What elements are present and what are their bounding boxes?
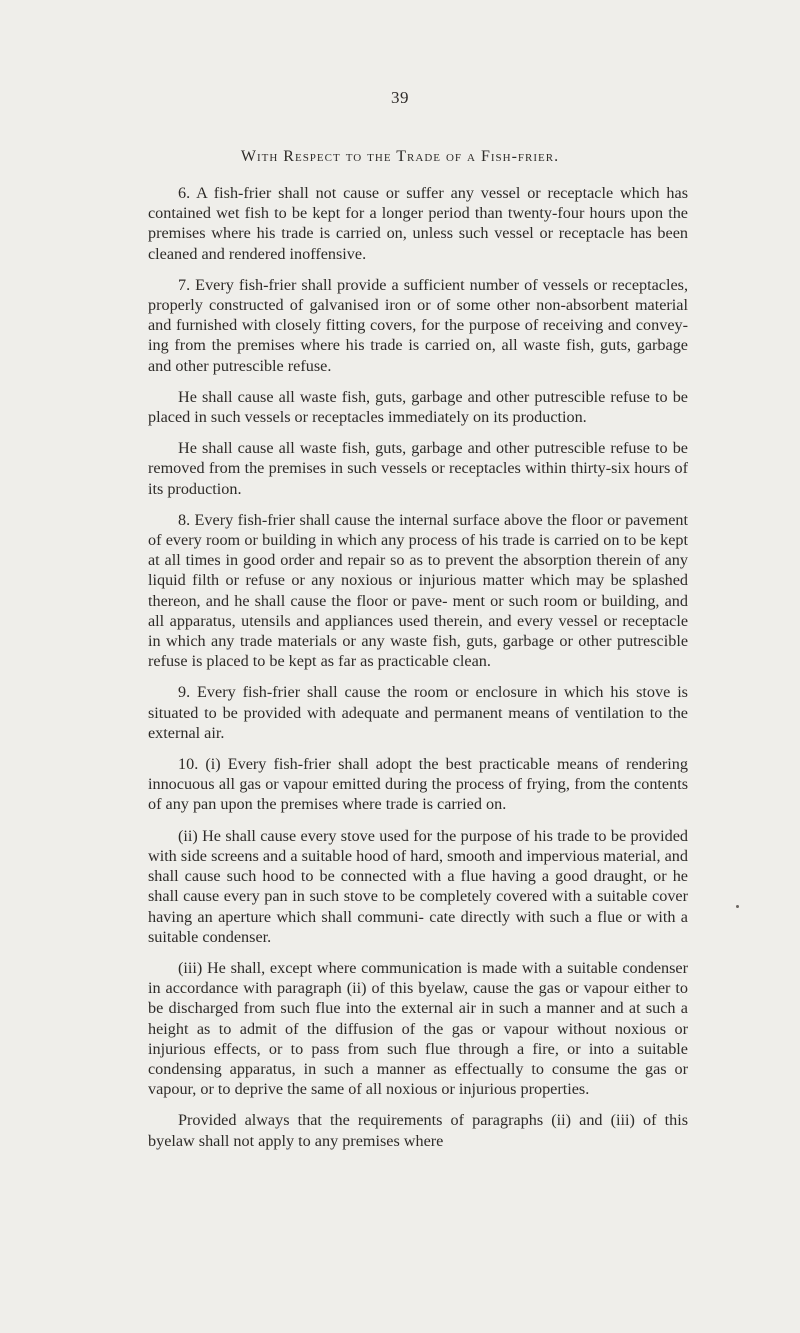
paragraph-7-placement: He shall cause all waste fish, guts, garbage and other putrescible refuse to be placed in such vessels or receptacles immediately on its production. bbox=[148, 387, 688, 427]
paragraph-7: 7. Every fish-frier shall provide a sufficient number of vessels or receptacles, properly constructed of galvanised iron or of some other non-absorbent material and furnished with closely fitting covers, for the purpose of receiving and convey- ing from the premises where his trade is carried on, all waste fish, guts, garbage and other putrescible refuse. bbox=[148, 275, 688, 375]
paragraph-10-i: 10. (i) Every fish-frier shall adopt the best practicable means of rendering innocuous all gas or vapour emitted during the process of frying, from the contents of any pan upon the premises where trade is carried on. bbox=[148, 755, 688, 814]
paragraph-7-removal: He shall cause all waste fish, guts, garbage and other putrescible refuse to be removed from the premises in such vessels or receptacles within thirty-six hours of its production. bbox=[148, 439, 688, 498]
paper-speck bbox=[736, 905, 739, 908]
paragraph-9: 9. Every fish-frier shall cause the room or enclosure in which his stove is situated to be provided with adequate and permanent means of ventilation to the external air. bbox=[148, 683, 688, 742]
paragraph-10-ii: (ii) He shall cause every stove used for the purpose of his trade to be provided with side screens and a suitable hood of hard, smooth and impervious material, and shall cause such hood to be connected with a flue having a good draught, or he shall cause every pan in such stove to be completely covered with a suitable cover having an aperture which shall communi- cate directly with such a flue or with a suitable condenser. bbox=[148, 826, 688, 946]
paragraph-proviso: Provided always that the requirements of paragraphs (ii) and (iii) of this byelaw shall not apply to any premises where bbox=[148, 1111, 688, 1150]
paragraph-10-iii: (iii) He shall, except where communication is made with a suitable condenser in accordance with paragraph (ii) of this byelaw, cause the gas or vapour either to be discharged from such flue into the external air in such a manner and at such a height as to admit of the diffusion of the gas or vapour without noxious or injurious effects, or to pass from such flue through a fire, or into a suitable condensing apparatus, in such a manner as effectually to consume the gas or vapour, or to deprive the same of all noxious or injurious properties. bbox=[148, 958, 688, 1099]
body-text bbox=[148, 183, 688, 1151]
paragraph-6: 6. A fish-frier shall not cause or suffer any vessel or receptacle which has contained wet fish to be kept for a longer period than twenty-four hours upon the premises where his trade is carried on, unless such vessel or receptacle has been cleaned and rendered inoffensive. bbox=[148, 184, 688, 263]
section-heading: With Respect to the Trade of a Fish-frier. bbox=[240, 148, 560, 165]
page-number: 39 bbox=[391, 88, 409, 107]
paragraph-8: 8. Every fish-frier shall cause the internal surface above the floor or pavement of every room or building in which any process of his trade is carried on to be kept at all times in good order and repair so as to prevent the absorption therein of any liquid filth or refuse or any noxious or injurious matter which may be splashed thereon, and he shall cause the floor or pave- ment or such room or building, and all apparatus, utensils and appliances used therein, and every vessel or receptacle in which any trade materials or any waste fish, guts, garbage or other putrescible refuse is placed to be kept as far as practicable clean. bbox=[148, 510, 688, 671]
